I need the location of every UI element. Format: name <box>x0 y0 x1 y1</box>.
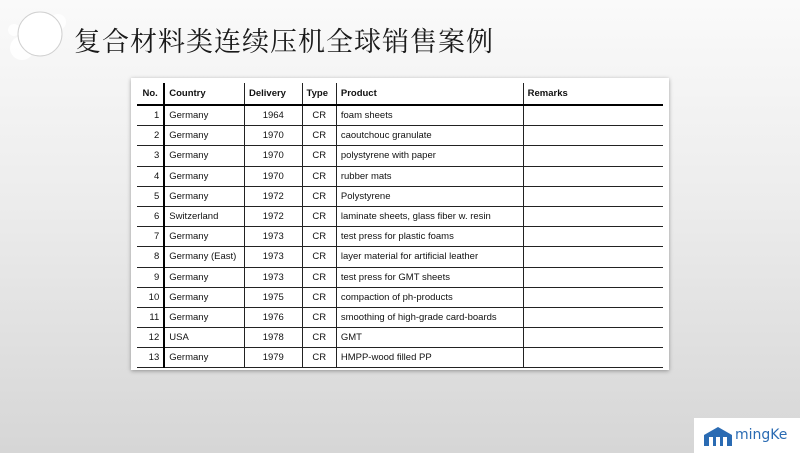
cell-country: Germany <box>164 287 244 307</box>
cell-delivery: 1979 <box>245 348 303 368</box>
cell-type: CR <box>302 247 336 267</box>
cell-country: Germany <box>164 186 244 206</box>
table-row <box>137 206 663 226</box>
cell-no: 3 <box>137 146 164 166</box>
cell-remarks <box>523 146 663 166</box>
cell-country: Germany (East) <box>164 247 244 267</box>
cell-delivery: 1972 <box>245 206 303 226</box>
cell-delivery: 1964 <box>245 105 303 126</box>
cell-product: foam sheets <box>336 105 523 126</box>
cell-delivery: 1970 <box>245 166 303 186</box>
table-row <box>137 307 663 327</box>
cell-type: CR <box>302 166 336 186</box>
cell-product: rubber mats <box>336 166 523 186</box>
cell-no: 1 <box>137 105 164 126</box>
table-row <box>137 247 663 267</box>
cell-country: Germany <box>164 227 244 247</box>
cell-remarks <box>523 105 663 126</box>
cell-remarks <box>523 247 663 267</box>
table-row <box>137 328 663 348</box>
cell-type: CR <box>302 126 336 146</box>
cell-remarks <box>523 287 663 307</box>
brand-logo <box>694 418 800 453</box>
header-product: Product <box>336 83 523 105</box>
table-row <box>137 348 663 368</box>
header-country: Country <box>164 83 244 105</box>
cell-type: CR <box>302 206 336 226</box>
table-row <box>137 105 663 126</box>
cell-delivery: 1973 <box>245 247 303 267</box>
cell-product: caoutchouc granulate <box>336 126 523 146</box>
table-row <box>137 287 663 307</box>
cell-country: Germany <box>164 105 244 126</box>
header-remarks: Remarks <box>523 83 663 105</box>
cell-remarks <box>523 227 663 247</box>
table-header-row <box>137 83 663 105</box>
cell-remarks <box>523 348 663 368</box>
cell-product: GMT <box>336 328 523 348</box>
cell-no: 8 <box>137 247 164 267</box>
table-row <box>137 146 663 166</box>
cell-country: Germany <box>164 146 244 166</box>
cell-no: 6 <box>137 206 164 226</box>
cell-no: 11 <box>137 307 164 327</box>
table-row <box>137 267 663 287</box>
cell-type: CR <box>302 348 336 368</box>
cell-delivery: 1972 <box>245 186 303 206</box>
cell-country: USA <box>164 328 244 348</box>
cell-no: 13 <box>137 348 164 368</box>
cell-product: laminate sheets, glass fiber w. resin <box>336 206 523 226</box>
table-row <box>137 126 663 146</box>
cell-remarks <box>523 166 663 186</box>
cell-product: test press for plastic foams <box>336 227 523 247</box>
cell-product: layer material for artificial leather <box>336 247 523 267</box>
cell-delivery: 1975 <box>245 287 303 307</box>
cell-product: test press for GMT sheets <box>336 267 523 287</box>
cell-country: Germany <box>164 267 244 287</box>
cell-no: 2 <box>137 126 164 146</box>
cell-product: polystyrene with paper <box>336 146 523 166</box>
table-row <box>137 166 663 186</box>
house-logo-icon <box>703 425 733 447</box>
cell-country: Germany <box>164 166 244 186</box>
cell-remarks <box>523 186 663 206</box>
cell-type: CR <box>302 105 336 126</box>
cell-no: 10 <box>137 287 164 307</box>
cell-product: compaction of ph-products <box>336 287 523 307</box>
cell-remarks <box>523 267 663 287</box>
cell-type: CR <box>302 146 336 166</box>
cell-no: 9 <box>137 267 164 287</box>
cell-delivery: 1973 <box>245 227 303 247</box>
cell-country: Germany <box>164 126 244 146</box>
header-type: Type <box>302 83 336 105</box>
cell-type: CR <box>302 186 336 206</box>
table-row <box>137 227 663 247</box>
table-row <box>137 186 663 206</box>
logo-text: mingKe <box>735 427 788 443</box>
slide-title: 复合材料类连续压机全球销售案例 <box>74 27 494 58</box>
cell-remarks <box>523 328 663 348</box>
cell-country: Germany <box>164 307 244 327</box>
sales-table-card <box>131 78 669 370</box>
cell-delivery: 1976 <box>245 307 303 327</box>
cell-country: Germany <box>164 348 244 368</box>
cell-delivery: 1978 <box>245 328 303 348</box>
cell-type: CR <box>302 328 336 348</box>
cell-no: 5 <box>137 186 164 206</box>
cell-delivery: 1973 <box>245 267 303 287</box>
cell-country: Switzerland <box>164 206 244 226</box>
sales-table <box>137 83 663 368</box>
cell-product: smoothing of high-grade card-boards <box>336 307 523 327</box>
cell-delivery: 1970 <box>245 126 303 146</box>
header-delivery: Delivery <box>245 83 303 105</box>
cell-no: 12 <box>137 328 164 348</box>
cell-product: HMPP-wood filled PP <box>336 348 523 368</box>
bubbles-decoration <box>0 0 80 70</box>
cell-remarks <box>523 126 663 146</box>
cell-no: 7 <box>137 227 164 247</box>
cell-delivery: 1970 <box>245 146 303 166</box>
header-no: No. <box>137 83 164 105</box>
cell-no: 4 <box>137 166 164 186</box>
cell-type: CR <box>302 287 336 307</box>
cell-remarks <box>523 206 663 226</box>
cell-product: Polystyrene <box>336 186 523 206</box>
cell-remarks <box>523 307 663 327</box>
table-body <box>137 105 663 368</box>
cell-type: CR <box>302 307 336 327</box>
cell-type: CR <box>302 227 336 247</box>
cell-type: CR <box>302 267 336 287</box>
